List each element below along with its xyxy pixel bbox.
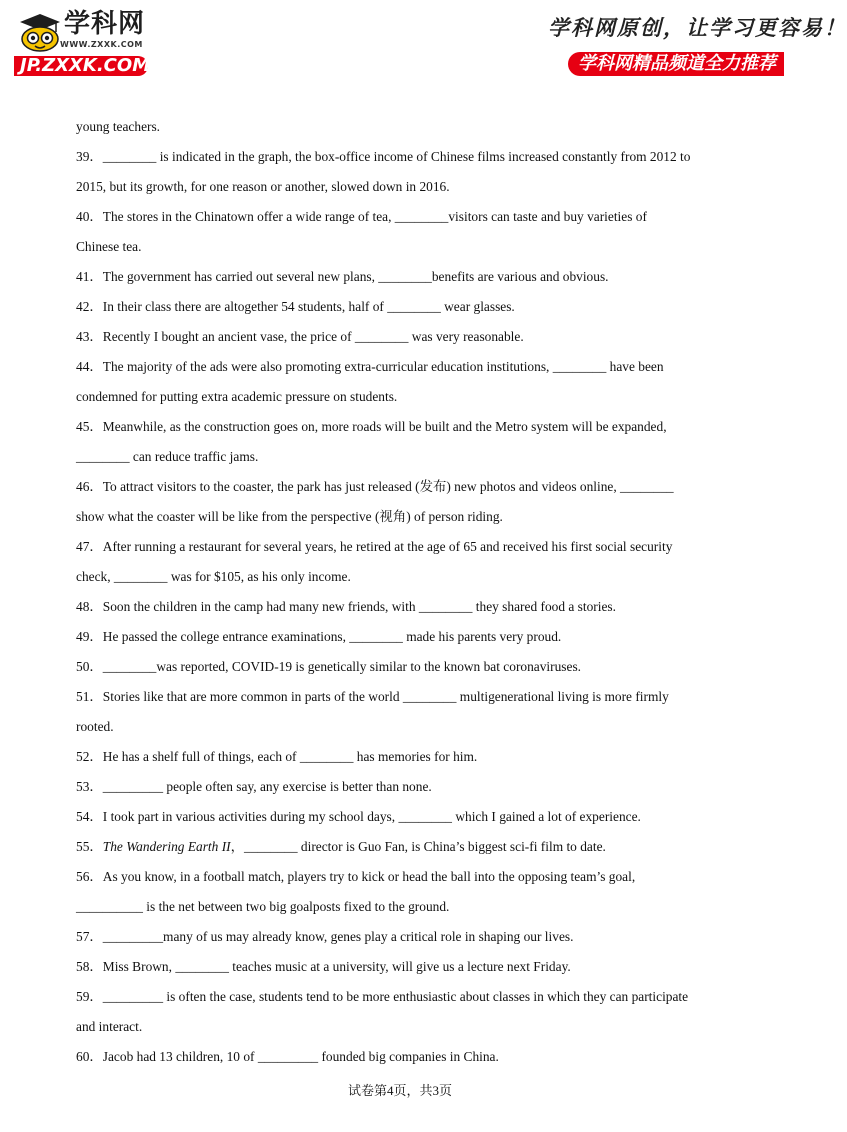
text-line: and interact. [76,1019,143,1034]
text-line: Chinese tea. [76,239,142,254]
page-footer: 试卷第4页，共3页 [347,1083,452,1098]
text-line: 47．After running a restaurant for several years, he retired at the age of 65 and received his first social security [76,539,673,554]
text-line: 48．Soon the children in the camp had many new friends, with ________ they shared food a stories. [76,599,616,614]
film-title: The Wandering Earth II [102,839,231,854]
text-line: 39．________ is indicated in the graph, the box-office income of Chinese films increased constantly from 2012 to [76,149,691,164]
exercise-list [76,112,728,1072]
text-line: condemned for putting extra academic pressure on students. [76,389,398,404]
text-line: check, ________ was for $105, as his only income. [76,569,351,584]
text-line: 43．Recently I bought an ancient vase, the price of ________ was very reasonable. [76,329,524,344]
text-line: young teachers. [76,119,161,134]
text-line: __________ is the net between two big goalposts fixed to the ground. [76,899,450,914]
text-line: 45．Meanwhile, as the construction goes on, more roads will be built and the Metro system will be expanded, [76,419,667,434]
text-line: 54．I took part in various activities during my school days, ________ which I gained a lot of experience. [76,809,641,824]
right-banner [568,52,784,76]
text-line: 46．To attract visitors to the coaster, the park has just released (发布) new photos and videos online, ________ [76,479,674,494]
text-line: 51．Stories like that are more common in parts of the world ________ multigenerational living is more firmly [76,689,669,704]
logo-url: WWW.ZXXK.COM [60,40,143,49]
page-header [0,0,847,80]
text-line: 41．The government has carried out several new plans, ________benefits are various and obvious. [76,269,609,284]
text-line: rooted. [76,719,114,734]
logo-text: 学科网 [64,9,146,39]
text-line: 50．________was reported, COVID-19 is genetically similar to the known bat coronaviruses. [76,659,582,674]
slogan: 学科网原创，让学习更容易！ [548,15,847,40]
text-line: ________ can reduce traffic jams. [76,449,259,464]
text-line: 57．_________many of us may already know, genes play a critical role in shaping our lives. [76,929,574,944]
text-line: 53．_________ people often say, any exercise is better than none. [76,779,432,794]
text-line: show what the coaster will be like from the perspective (视角) of person riding. [76,509,503,524]
right-banner-text: 学科网精品频道全力推荐 [578,53,776,74]
text-line: 2015, but its growth, for one reason or another, slowed down in 2016. [76,179,450,194]
text-line: 58．Miss Brown, ________ teaches music at a university, will give us a lecture next Friday. [76,959,571,974]
text-line: 40．The stores in the Chinatown offer a wide range of tea, ________visitors can taste and buy varieties of [76,209,647,224]
text-line: 42．In their class there are altogether 54 students, half of ________ wear glasses. [76,299,515,314]
item-number: 55． [76,839,103,854]
line-text: ，________ director is Guo Fan, is China’s biggest sci-fi film to date. [230,839,606,854]
text-line: 49．He passed the college entrance examinations, ________ made his parents very proud. [76,629,562,644]
text-line: 56．As you know, in a football match, players try to kick or head the ball into the opposing team’s goal, [76,869,636,884]
text-line [76,832,728,862]
left-banner [14,55,151,76]
text-line: 59．_________ is often the case, students tend to be more enthusiastic about classes in which they can participate [76,989,689,1004]
text-line: 60．Jacob had 13 children, 10 of _________ founded big companies in China. [76,1049,499,1064]
text-line: 44．The majority of the ads were also promoting extra-curricular education institutions, ________ have been [76,359,664,374]
owl-mascot-icon [18,12,62,52]
left-banner-text: JP.ZXXK.COM [20,55,151,76]
text-line: 52．He has a shelf full of things, each of ________ has memories for him. [76,749,478,764]
